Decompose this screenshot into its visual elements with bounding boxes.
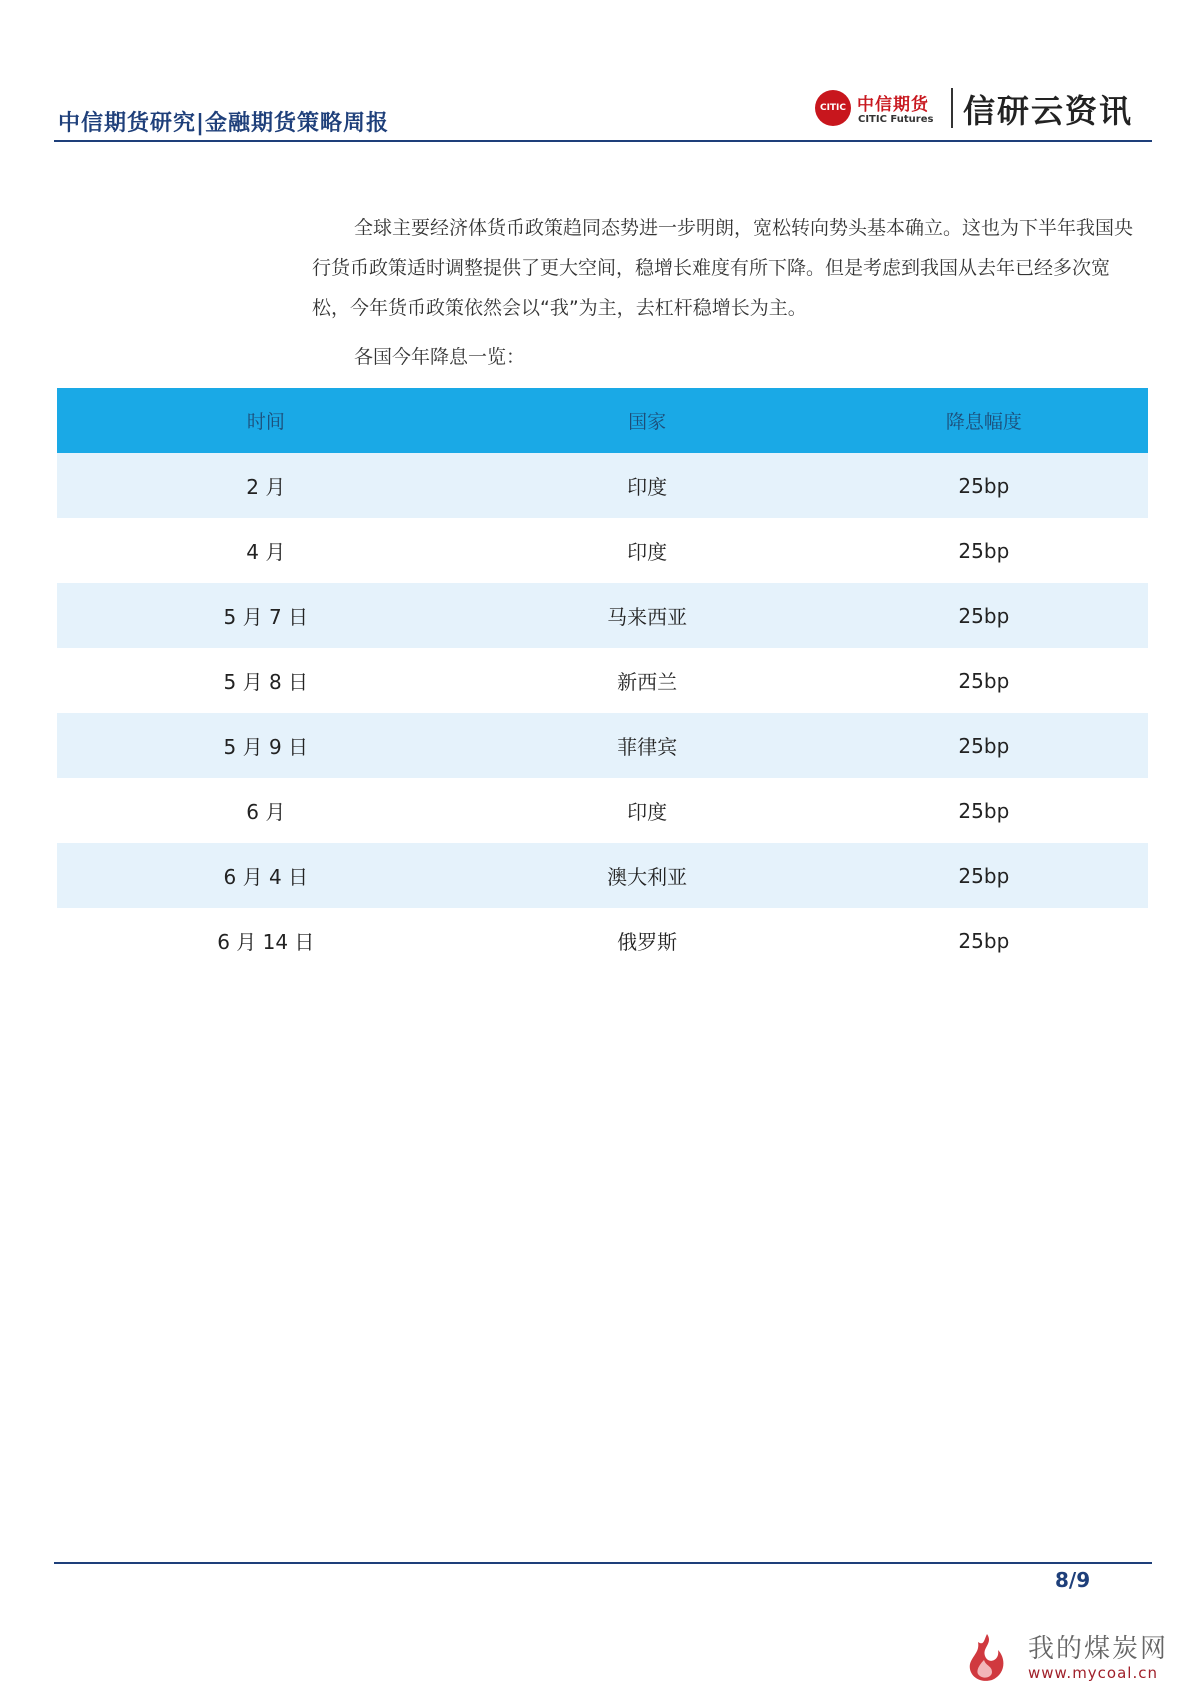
cell-time: 2 月 (57, 453, 475, 518)
logo-divider (951, 88, 953, 128)
cell-cut-size: 25bp (820, 453, 1148, 518)
cell-time: 5 月 9 日 (57, 713, 475, 778)
header-cut-size: 降息幅度 (820, 388, 1148, 453)
header-time: 时间 (57, 388, 475, 453)
cell-country: 马来西亚 (475, 583, 820, 648)
table-row (57, 908, 1148, 973)
watermark-url: www.mycoal.cn (1028, 1664, 1158, 1682)
footer-divider (54, 1562, 1152, 1564)
body-paragraph: 全球主要经济体货币政策趋同态势进一步明朗，宽松转向势头基本确立。这也为下半年我国央行货币政策适时调整提供了更大空间，稳增长难度有所下降。但是考虑到我国从去年已经多次宽松，今年货币政策依然会以“我”为主，去杠杆稳增长为主。 (312, 217, 1134, 319)
report-title: 中信期货研究|金融期货策略周报 (58, 111, 390, 136)
cell-cut-size: 25bp (820, 843, 1148, 908)
flame-icon (960, 1630, 1014, 1684)
cell-time: 6 月 4 日 (57, 843, 475, 908)
table-row (57, 453, 1148, 518)
table-row (57, 518, 1148, 583)
header-country: 国家 (475, 388, 820, 453)
table-header-row (57, 388, 1148, 453)
cell-cut-size: 25bp (958, 798, 1010, 823)
citic-logo-icon: CITIC (815, 90, 851, 126)
cell-cut-size: 25bp (958, 668, 1010, 693)
cell-time: 5 月 8 日 (223, 670, 309, 694)
cell-time: 6 月 (246, 800, 286, 824)
cell-country: 澳大利亚 (475, 843, 820, 908)
header-divider (54, 140, 1152, 142)
cell-country: 俄罗斯 (617, 930, 678, 954)
cell-country: 菲律宾 (475, 713, 820, 778)
logo-en-text: CITIC Futures (858, 114, 934, 125)
cell-time: 6 月 14 日 (217, 930, 315, 954)
rate-cut-table (57, 388, 1148, 973)
cell-country: 新西兰 (617, 670, 678, 694)
cell-country: 印度 (627, 540, 668, 564)
logo-cn-text: 中信期货 (857, 95, 929, 115)
table-row (57, 648, 1148, 713)
cell-cut-size: 25bp (820, 583, 1148, 648)
page-number: 8/9 (1055, 1568, 1091, 1592)
cell-cut-size: 25bp (958, 928, 1010, 953)
table-row (57, 583, 1148, 648)
cell-country: 印度 (475, 453, 820, 518)
watermark-name: 我的煤炭网 (1028, 1634, 1169, 1664)
table-row (57, 843, 1148, 908)
cell-cut-size: 25bp (820, 713, 1148, 778)
table-caption: 各国今年降息一览： (354, 346, 526, 368)
brand-name: 信研云资讯 (963, 92, 1134, 130)
cell-time: 5 月 7 日 (57, 583, 475, 648)
cell-country: 印度 (627, 800, 668, 824)
table-row (57, 713, 1148, 778)
cell-cut-size: 25bp (958, 538, 1010, 563)
citic-logo (815, 84, 1145, 132)
cell-time: 4 月 (246, 540, 286, 564)
table-row (57, 778, 1148, 843)
